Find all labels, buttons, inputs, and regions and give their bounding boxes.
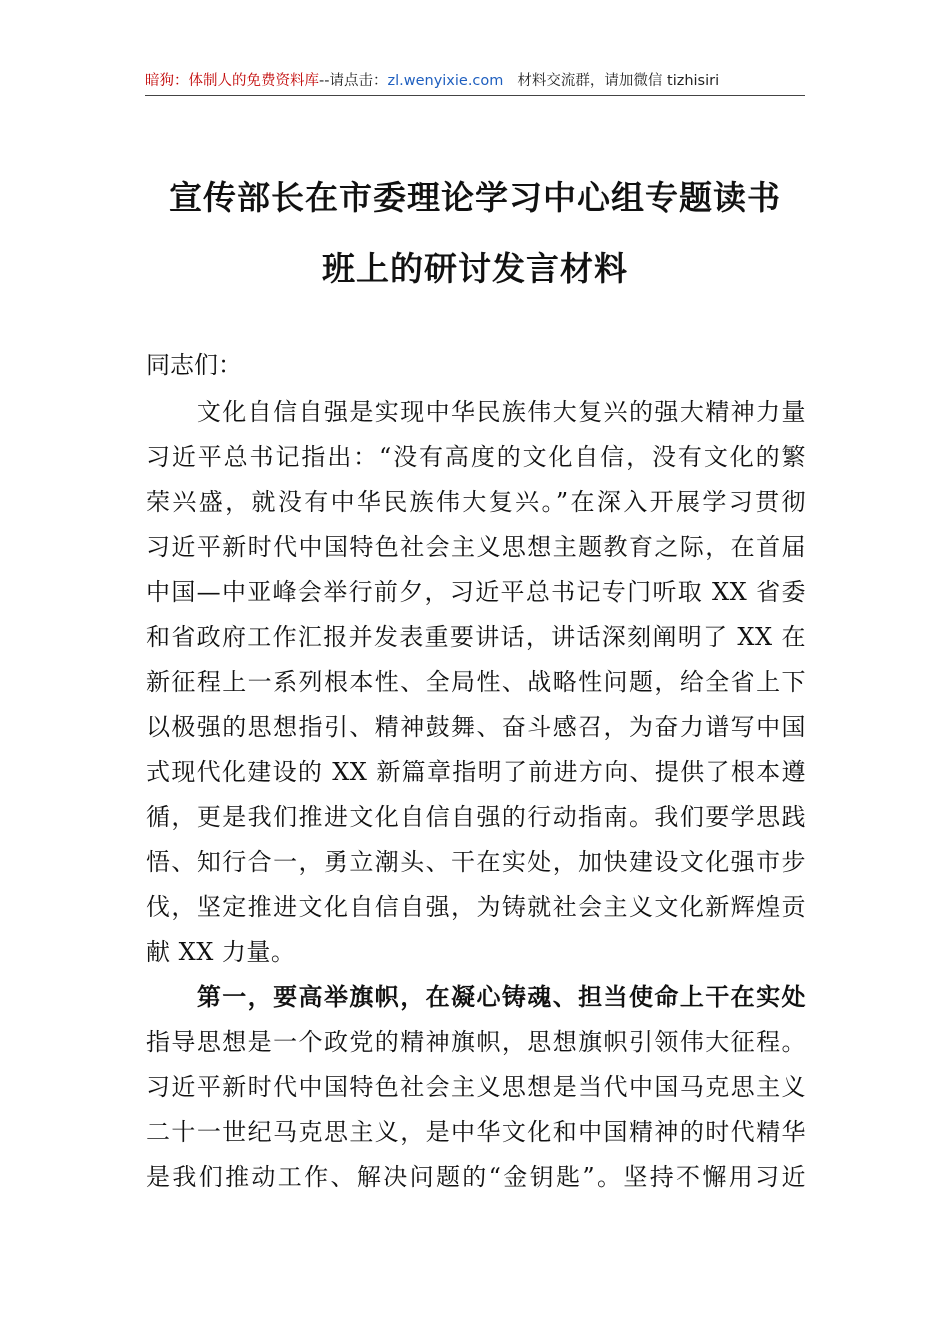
header-group-text: 材料交流群，请加微信 tizhisiri (517, 73, 720, 89)
body-line: 伐，坚定推进文化自信自强，为铸就社会主义文化新辉煌贡 (146, 893, 806, 921)
body-line: 文化自信自强是实现中华民族伟大复兴的强大精神力量 (146, 398, 806, 426)
body-line: 指导思想是一个政党的精神旗帜，思想旗帜引领伟大征程。 (146, 1028, 806, 1056)
section-heading-first: 第一，要高举旗帜，在凝心铸魂、担当使命上干在实处 (146, 982, 806, 1011)
body-line: 和省政府工作汇报并发表重要讲话，讲话深刻阐明了 XX 在 (146, 623, 806, 651)
body-line: 是我们推动工作、解决问题的“金钥匙”。坚持不懈用习近 (146, 1163, 806, 1191)
header-divider (145, 95, 805, 96)
body-line: 习近平新时代中国特色社会主义思想是当代中国马克思主义 (146, 1073, 806, 1101)
document-title-line-1: 宣传部长在市委理论学习中心组专题读书 (169, 178, 781, 217)
body-line: 循，更是我们推进文化自信自强的行动指南。我们要学思践 (146, 803, 806, 831)
page-header (145, 68, 805, 94)
header-click-prefix: --请点击： (319, 73, 388, 89)
body-line: 式现代化建设的 XX 新篇章指明了前进方向、提供了根本遵 (146, 758, 806, 786)
body-line: 荣兴盛，就没有中华民族伟大复兴。”在深入开展学习贯彻 (146, 488, 806, 516)
body-line: 以极强的思想指引、精神鼓舞、奋斗感召，为奋力谱写中国 (146, 713, 806, 741)
salutation: 同志们： (146, 351, 242, 379)
body-line: 悟、知行合一，勇立潮头、干在实处，加快建设文化强市步 (146, 848, 806, 876)
body-line: 二十一世纪马克思主义，是中华文化和中国精神的时代精华 (146, 1118, 806, 1146)
body-line: 习近平新时代中国特色社会主义思想主题教育之际，在首届 (146, 533, 806, 561)
body-line: 献 XX 力量。 (146, 938, 296, 966)
body-line: 新征程上一系列根本性、全局性、战略性问题，给全省上下 (146, 668, 806, 696)
document-title-line-2: 班上的研讨发言材料 (322, 249, 628, 288)
header-url-link[interactable]: zl.wenyixie.com (387, 73, 504, 89)
body-line: 习近平总书记指出：“没有高度的文化自信，没有文化的繁 (146, 443, 806, 471)
body-line: 中国—中亚峰会举行前夕，习近平总书记专门听取 XX 省委 (146, 578, 806, 606)
header-brand: 暗狗：体制人的免费资料库 (145, 73, 319, 89)
